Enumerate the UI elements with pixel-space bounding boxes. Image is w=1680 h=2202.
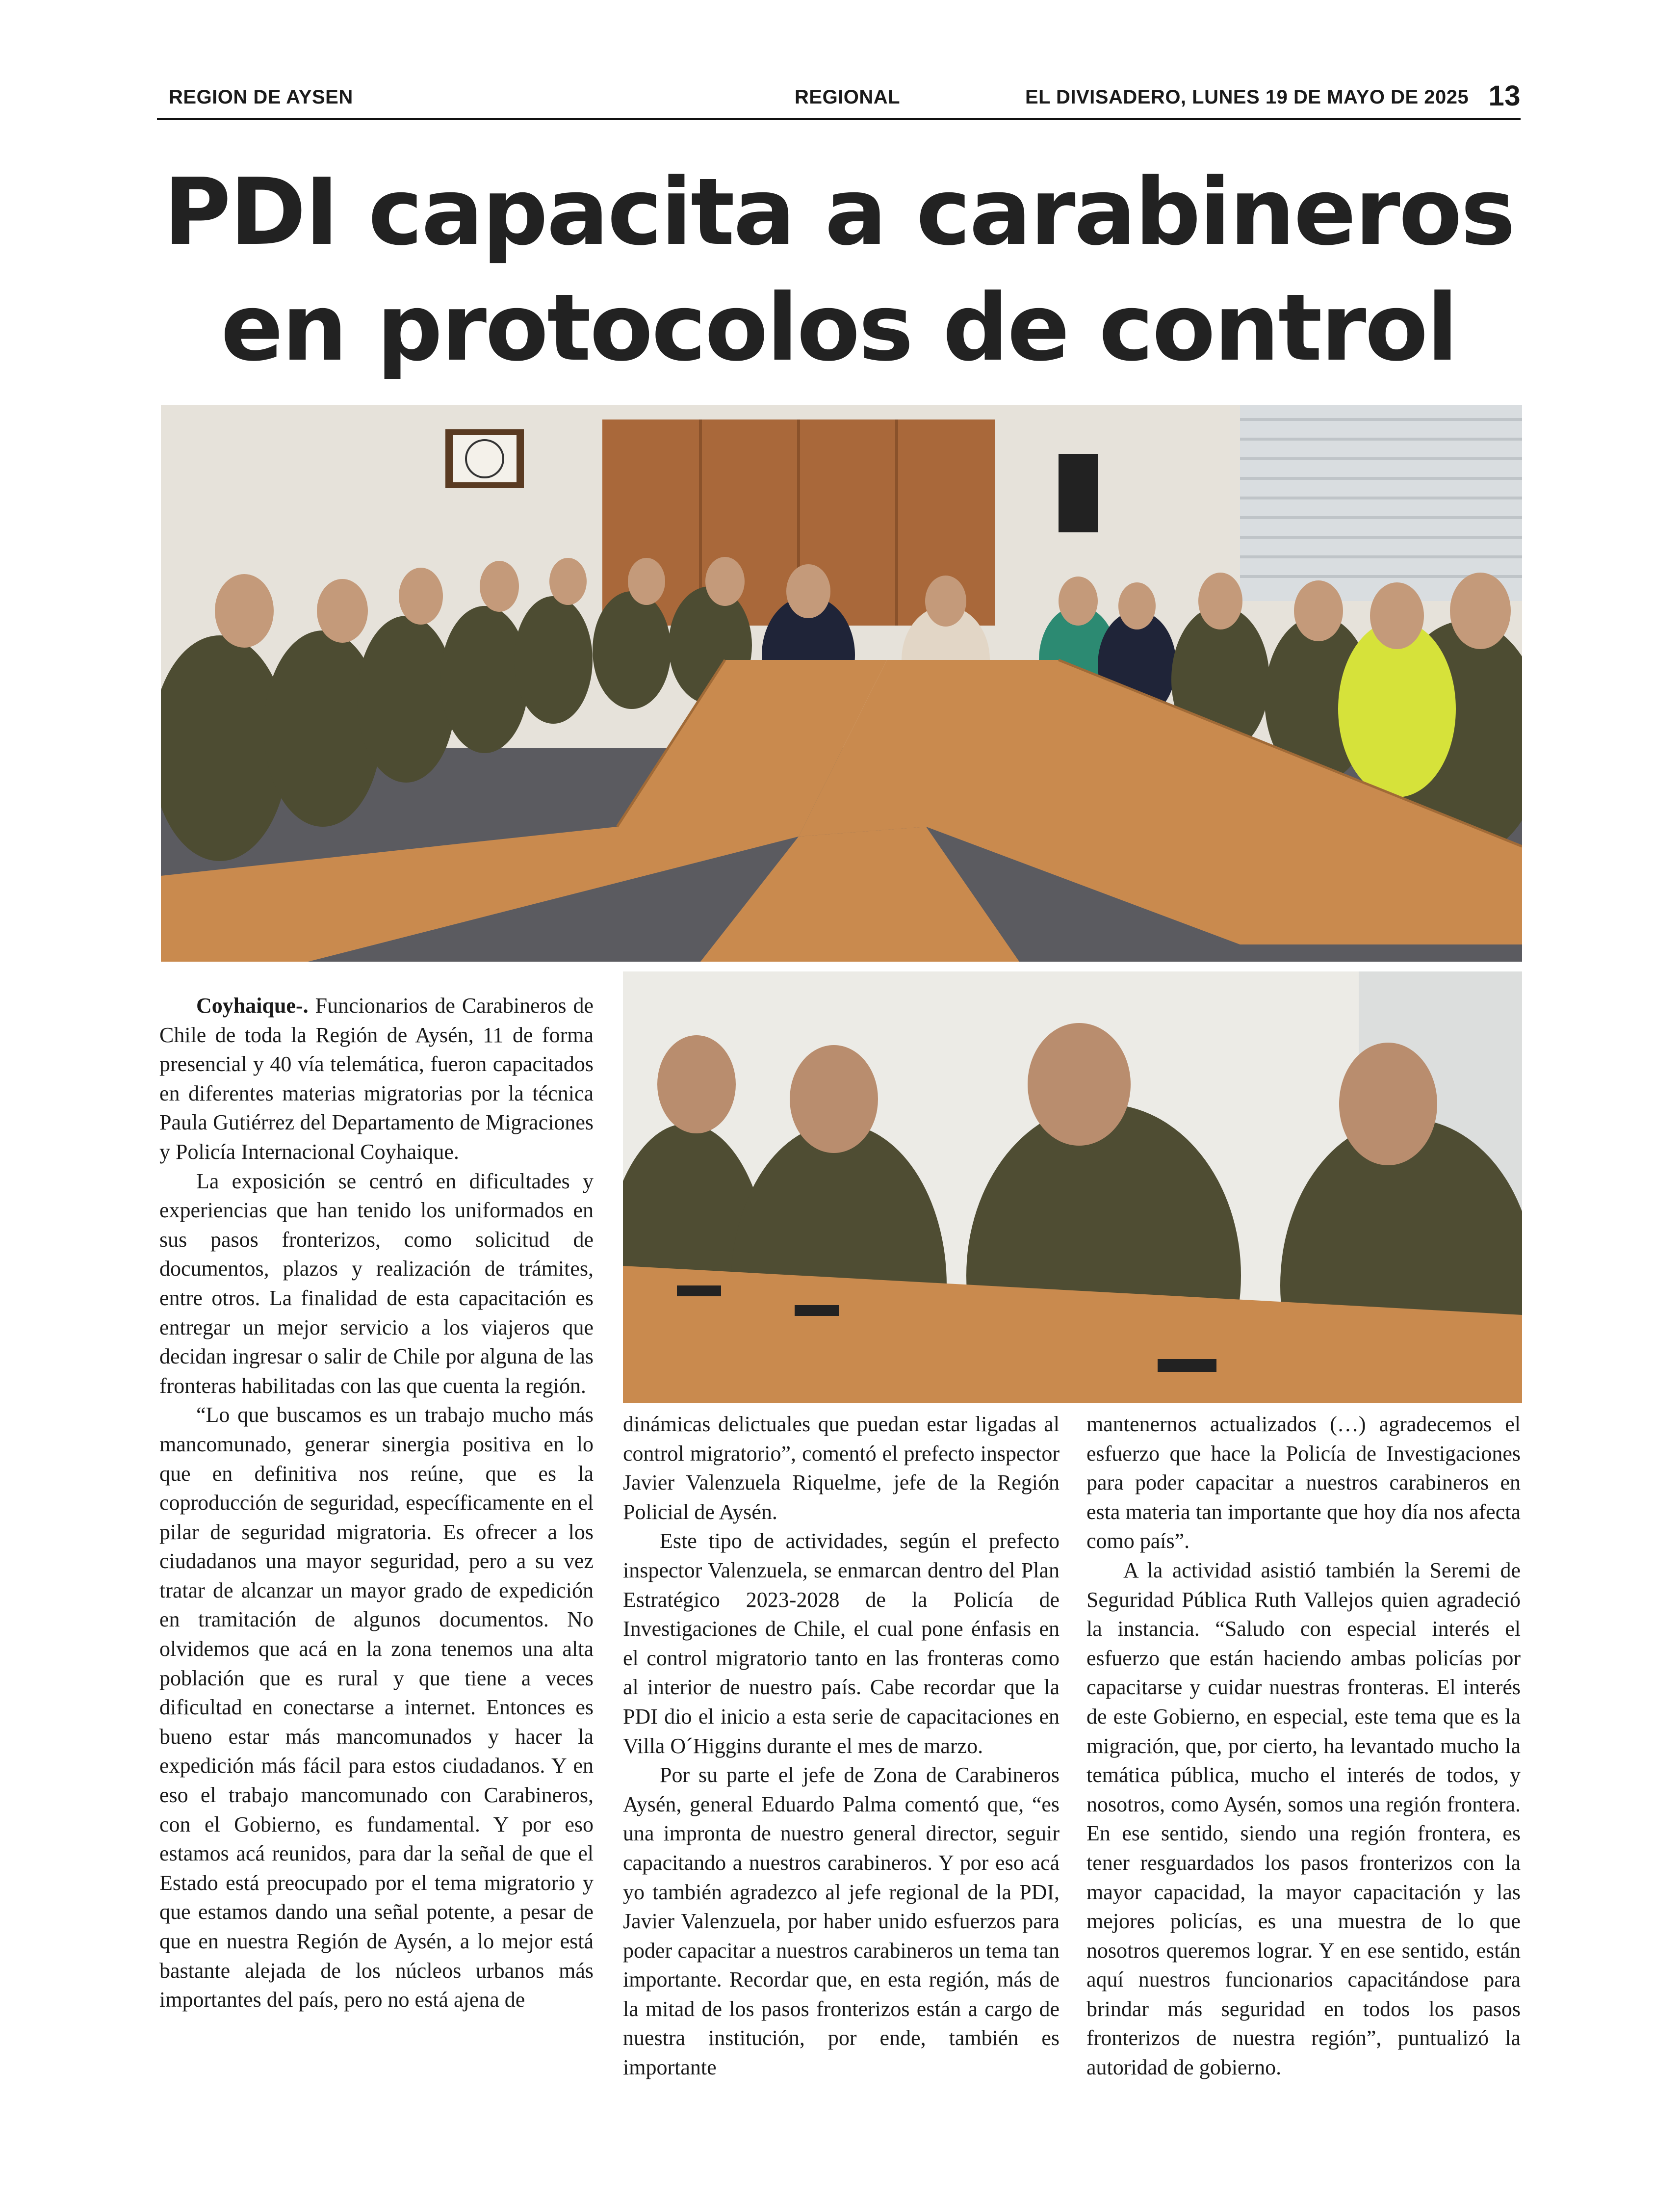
dateline: Coyhaique-. (196, 994, 309, 1018)
article-paragraph: “Lo que buscamos es un trabajo mucho más mancomunado, generar sinergia positiva en lo que en definitiva nos reúne, que es la coproducción de seguridad, específicamente en el pilar de seguridad migratoria. Es ofrecer a los ciudadanos una mayor seguridad, pero a su vez tratar de alcanzar un mayor grado de expedición en tramitación de algunos documentos. No olvidemos que acá en la zona tenemos una alta población que es rural y que tiene a veces dificultad en conectarse a internet. Entonces es bueno estar más mancomunados y hacer la expedición más fácil para estos ciudadanos. Y en eso el trabajo mancomunado con Carabineros, con el Gobierno, es fundamental. Y por eso estamos acá reunidos, para dar la señal de que el Estado está preocupado por el tema migratorio y que estamos dando una señal potente, a pesar de que en nuestra Región de Aysén, a lo mejor está bastante alejada de los núcleos urbanos más importantes del país, pero no está ajena de (159, 1403, 594, 2012)
article-paragraph: mantenernos actualizados (…) agradecemos el esfuerzo que hace la Policía de Investigaciones para poder capacitar a nuestros carabineros en esta materia tan importante que hoy día nos afecta como país”. (1086, 1412, 1521, 1553)
section-category: REGIONAL (795, 86, 901, 108)
secondary-photo (623, 971, 1522, 1403)
headline: PDI capacita a carabineros en protocolos de control (163, 158, 1514, 382)
article-column-3 (1086, 1410, 1521, 2082)
page-header (157, 80, 1521, 120)
page-number: 13 (1488, 80, 1521, 112)
main-photo (161, 405, 1522, 962)
article-paragraph: Este tipo de actividades, según el prefecto inspector Valenzuela, se enmarcan dentro del Plan Estratégico 2023-2028 de la Policía de Investigaciones de Chile, el cual pone énfasis en el control migratorio tanto en las fronteras como al interior de nuestro país. Cabe recordar que la PDI dio el inicio a esta serie de capacitaciones en Villa O´Higgins durante el mes de marzo. (623, 1529, 1060, 1758)
article-paragraph: dinámicas delictuales que puedan estar ligadas al control migratorio”, comentó el prefecto inspector Javier Valenzuela Riquelme, jefe de la Región Policial de Aysén. (623, 1412, 1060, 1524)
article-paragraph: La exposición se centró en dificultades y experiencias que han tenido los uniformados en sus pasos fronterizos, como solicitud de documentos, plazos y realización de trámites, entre otros. La finalidad de esta capacitación es entregar un mejor servicio a los viajeros que decidan ingresar o salir de Chile por alguna de las fronteras habilitadas con las que cuenta la región. (159, 1169, 594, 1398)
section-label: REGION DE AYSEN (169, 86, 353, 108)
article-paragraph (159, 991, 594, 1167)
article-column-2 (623, 1410, 1060, 2082)
article-paragraph: Por su parte el jefe de Zona de Carabineros Aysén, general Eduardo Palma comentó que, “es una impronta de nuestro general director, seguir capacitando a nuestros carabineros. Y por eso acá yo también agradezco al jefe regional de la PDI, Javier Valenzuela, por haber unido esfuerzos para poder capacitar a nuestros carabineros un tema tan importante. Recordar que, en esta región, más de la mitad de los pasos fronterizos están a cargo de nuestra institución, por ende, también es importante (623, 1763, 1060, 2080)
publication-date: EL DIVISADERO, LUNES 19 DE MAYO DE 2025 (1025, 86, 1469, 108)
article-column-1 (159, 991, 594, 2015)
article-paragraph: A la actividad asistió también la Seremi de Seguridad Pública Ruth Vallejos quien agradeció la instancia. “Saludo con especial interés el esfuerzo que están haciendo ambas policías por capacitarse y cuidar nuestras fronteras. El interés de este Gobierno, en especial, este tema que es la migración, que, por cierto, ha levantado mucho la temática pública, mucho el interés de todos, y nosotros, como Aysén, somos una región frontera. En ese sentido, siendo una región frontera, es tener resguardados los pasos fronterizos con la mayor capacidad, la mayor capacitación y las mejores policías, es una muestra de lo que nosotros queremos lograr. Y en ese sentido, están aquí nuestros funcionarios capacitándose para brindar más seguridad en todos los pasos fronterizos de nuestra región”, puntualizó la autoridad de gobierno. (1086, 1558, 1521, 2080)
paragraph-text: Funcionarios de Carabineros de Chile de toda la Región de Aysén, 11 de forma presencial y 40 vía telemática, fueron capacitados en diferentes materias migratorias por la técnica Paula Gutiérrez del Departamento de Migraciones y Policía Internacional Coyhaique. (159, 994, 594, 1164)
